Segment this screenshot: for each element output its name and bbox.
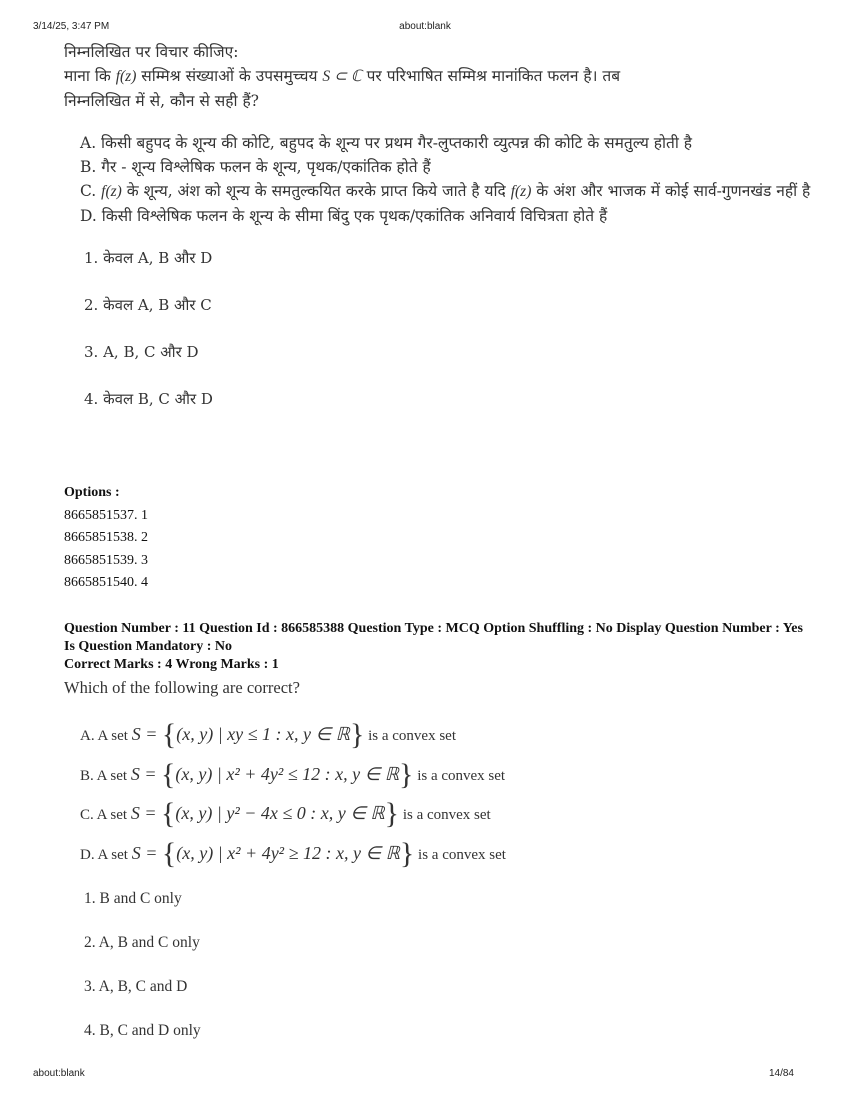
intro-line-2: माना कि f(z) सम्मिश्र संख्याओं के उपसमुच्चय S ⊂ ℂ पर परिभाषित सम्मिश्र मानांकित फलन है। तब: [64, 67, 621, 85]
answer-choice-1: 1. B and C only: [84, 890, 182, 907]
question-11-metadata: [64, 620, 804, 674]
question-meta-line: Question Number : 11 Question Id : 866585388 Question Type : MCQ Option Shuffling : No Display Question Number : Yes Is Question Mandatory : No: [64, 621, 803, 654]
statement-d: D. A set S = {(x, y) | x² + 4y² ≥ 12 : x, y ∈ ℝ} is a convex set: [80, 836, 506, 870]
answer-choice-4: 4. B, C and D only: [84, 1022, 201, 1039]
print-timestamp: 3/14/25, 3:47 PM: [33, 21, 110, 32]
option-id-1: 8665851537. 1: [64, 507, 148, 523]
print-page-title: about:blank: [399, 21, 451, 32]
question-11-scanned-image: [64, 678, 506, 1064]
answer-choice-3: 3. A, B, C और D: [84, 343, 199, 361]
option-id-3: 8665851539. 3: [64, 552, 148, 568]
statement-b: B. A set S = {(x, y) | x² + 4y² ≤ 12 : x, y ∈ ℝ} is a convex set: [80, 757, 506, 791]
browser-print-footer: [0, 1068, 850, 1082]
statement-c: C. A set S = {(x, y) | y² − 4x ≤ 0 : x, y ∈ ℝ} is a convex set: [80, 797, 491, 830]
answer-choice-1: 1. केवल A, B और D: [84, 249, 213, 267]
question-10-options: [64, 482, 148, 595]
question-10-choices: [64, 246, 820, 434]
question-10-scanned-image: [64, 40, 820, 434]
answer-choice-3: 3. A, B, C and D: [84, 978, 188, 995]
options-label: Options :: [64, 485, 120, 500]
question-11-text: Which of the following are correct?: [64, 678, 300, 697]
marks-line: Correct Marks : 4 Wrong Marks : 1: [64, 657, 279, 672]
browser-print-header: [0, 21, 850, 35]
statement-d: D. किसी विश्लेषिक फलन के शून्य के सीमा बिंदु एक पृथक/एकांतिक अनिवार्य विचित्रता होते हैं: [80, 207, 608, 225]
intro-line-1: निम्नलिखित पर विचार कीजिए:: [64, 43, 239, 61]
option-id-4: 8665851540. 4: [64, 575, 148, 590]
statement-c: C. f(z) के शून्य, अंश को शून्य के समतुल्कयित करके प्राप्त किये जाते है यदि f(z) के अंश और भाजक में कोई सार्व-गुणनखंड नहीं है: [80, 182, 811, 200]
statement-b: B. गैर - शून्य विश्लेषिक फलन के शून्य, पृथक/एकांतिक होते हैं: [80, 158, 431, 176]
question-11-statements: [64, 716, 506, 874]
answer-choice-2: 2. केवल A, B और C: [84, 296, 212, 314]
question-11-choices: [64, 888, 506, 1064]
statement-a: A. किसी बहुपद के शून्य की कोटि, बहुपद के शून्य पर प्रथम गैर-लुप्तकारी व्युत्पन्न की कोटि के समतुल्य होती है: [80, 134, 693, 152]
question-10-intro: [64, 40, 804, 113]
statement-a: A. A set S = {(x, y) | xy ≤ 1 : x, y ∈ ℝ} is a convex set: [80, 718, 456, 751]
print-page-counter: 14/84: [768, 1068, 794, 1079]
question-10-statements: [64, 131, 820, 228]
option-id-2: 8665851538. 2: [64, 530, 148, 545]
print-footer-url: about:blank: [33, 1068, 85, 1079]
answer-choice-4: 4. केवल B, C और D: [84, 390, 213, 408]
answer-choice-2: 2. A, B and C only: [84, 934, 200, 951]
intro-line-3: निम्नलिखित में से, कौन से सही हैं?: [64, 92, 259, 110]
